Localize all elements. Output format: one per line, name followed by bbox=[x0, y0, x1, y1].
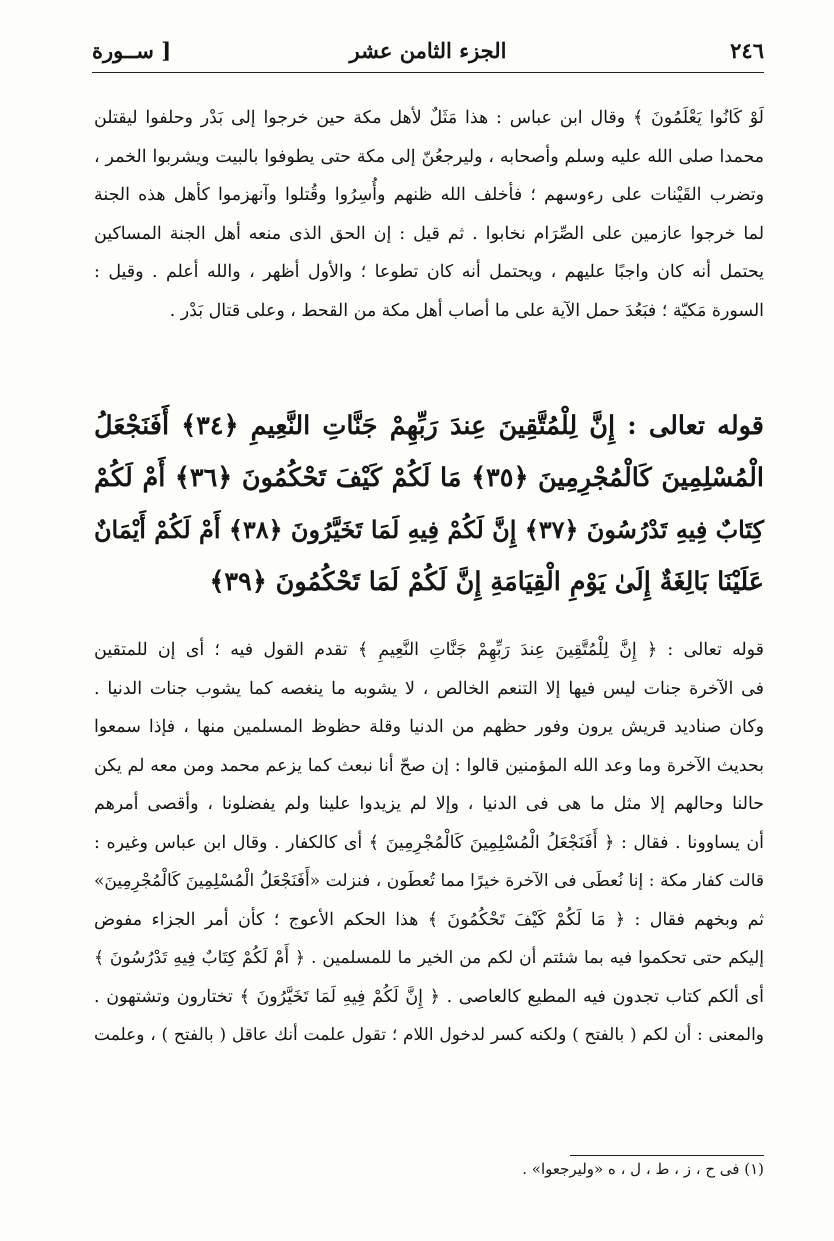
text-line: فى الآخرة جنات ليس فيها إلا التنعم الخالص ، لا يشوبه ما ينغصه كما يشوب جنات الدنيا . bbox=[94, 678, 764, 699]
verse-line: الْمُسْلِمِينَ كَالْمُجْرِمِينَ ﴿٣٥﴾ مَا لَكُمْ كَيْفَ تَحْكُمُونَ ﴿٣٦﴾ أَمْ لَكُمْ bbox=[94, 463, 764, 493]
text-line: والمعنى : أن لكم ( بالفتح ) ولكنه كسر لدخول اللام ؛ تقول علمت أنك عاقل ( بالفتح ) ، وعلمت bbox=[94, 1025, 764, 1045]
page-header bbox=[92, 38, 764, 70]
part-title: الجزء الثامن عشر bbox=[349, 38, 507, 63]
text-line: وتضرب القَيْنات على رءوسهم ؛ فأخلف الله ظنهم وأُسِرُوا وقُتلوا وآنهزموا كأهل هذه الجنة bbox=[94, 185, 764, 205]
surah-label: [ ســورة bbox=[92, 38, 172, 63]
text-line: حالنا وحالهم إلا مثل ما هى فى الدنيا ، وإلا لم يزيدوا علينا ولم يفضلونا ، وأقصى أمرهم bbox=[94, 794, 764, 814]
commentary-top bbox=[94, 99, 764, 330]
text-line: لَوْ كَانُوا يَعْلَمُونَ ﴾ وقال ابن عباس : هذا مَثَلٌ لأهل مكة حين خرجوا إلى بَدْر وحلفوا ليقتلن bbox=[94, 108, 764, 128]
commentary-bottom bbox=[94, 631, 764, 1055]
quran-verses bbox=[94, 400, 764, 608]
text-line: ثم وبخهم فقال : ﴿ مَا لَكُمْ كَيْفَ تَحْكُمُونَ ﴾ هذا الحكم الأعوج ؛ كأن أمر الجزاء مفوض bbox=[94, 909, 764, 930]
verse-line: عَلَيْنَا بَالِغَةٌ إِلَىٰ يَوْمِ الْقِيَامَةِ إِنَّ لَكُمْ لَمَا تَحْكُمُونَ ﴿٣٩﴾ bbox=[209, 567, 764, 597]
text-line: لما خرجوا عازمين على الصِّرَام نخابوا . ثم قيل : إن الحق الذى منعه أهل الجنة المساكين bbox=[94, 223, 764, 244]
page-number: ٢٤٦ bbox=[730, 38, 764, 63]
text-line: قالت كفار مكة : إنا نُعطَى فى الآخرة خيرًا مما تُعطَون ، فنزلت «أَفَنَجْعَلُ الْمُسْلِمِينَ كَالْمُجْرِمِينَ» bbox=[94, 871, 764, 891]
text-line: أن يساوونا . فقال : ﴿ أَفَنَجْعَلُ الْمُسْلِمِينَ كَالْمُجْرِمِينَ ﴾ أى كالكفار . وقال ابن عباس وغيره : bbox=[94, 832, 764, 853]
text-line: وكان صناديد قريش يرون وفور حظهم من الدنيا وقلة حظوظ المسلمين منها ، فإذا سمعوا bbox=[94, 717, 764, 737]
header-rule bbox=[92, 72, 764, 73]
text-line: السورة مَكيّة ؛ فبَعُدَ حمل الآية على ما أصاب أهل مكة من القحط ، وعلى قتال بَدْر . bbox=[169, 300, 764, 321]
text-line: محمدا صلى الله عليه وسلم وأصحابه ، وليرجعُنّ إلى مكة حتى يطوفوا بالبيت ويشربوا الخمر ، bbox=[94, 146, 764, 167]
text-line: قوله تعالى : ﴿ إِنَّ لِلْمُتَّقِينَ عِندَ رَبِّهِمْ جَنَّاتِ النَّعِيمِ ﴾ تقدم القول فيه ؛ أى إن للمتقين bbox=[94, 640, 764, 660]
footnote: (١) فى ح ، ز ، ط ، ل ، ه «وليرجعوا» . bbox=[522, 1160, 764, 1178]
text-line: إليكم حتى تحكموا فيه بما شئتم أن لكم من الخير ما للمسلمين . ﴿ أَمْ لَكُمْ كِتَابٌ فِيهِ تَدْرُسُونَ ﴾ bbox=[94, 948, 764, 968]
text-line: يحتمل أنه كان واجبًا عليهم ، ويحتمل أنه كان تطوعا ؛ والأول أظهر ، والله أعلم . وقيل : bbox=[94, 262, 764, 282]
verse-line: كِتَابٌ فِيهِ تَدْرُسُونَ ﴿٣٧﴾ إِنَّ لَكُمْ فِيهِ لَمَا تَخَيَّرُونَ ﴿٣٨﴾ أَمْ لَكُمْ أَيْمَانٌ bbox=[94, 516, 764, 544]
footnote-rule bbox=[570, 1155, 764, 1156]
text-line: أى ألكم كتاب تجدون فيه المطيع كالعاصى . ﴿ إِنَّ لَكُمْ فِيهِ لَمَا تَخَيَّرُونَ ﴾ تختارون وتشتهون . bbox=[94, 986, 764, 1007]
verse-line: قوله تعالى : إِنَّ لِلْمُتَّقِينَ عِندَ رَبِّهِمْ جَنَّاتِ النَّعِيمِ ﴿٣٤﴾ أَفَنَجْعَلُ bbox=[94, 411, 764, 441]
text-line: بحديث الآخرة وما وعد الله المؤمنين قالوا : إن صحّ أنا نبعث كما يزعم محمد ومن معه لم يكن bbox=[94, 755, 764, 776]
